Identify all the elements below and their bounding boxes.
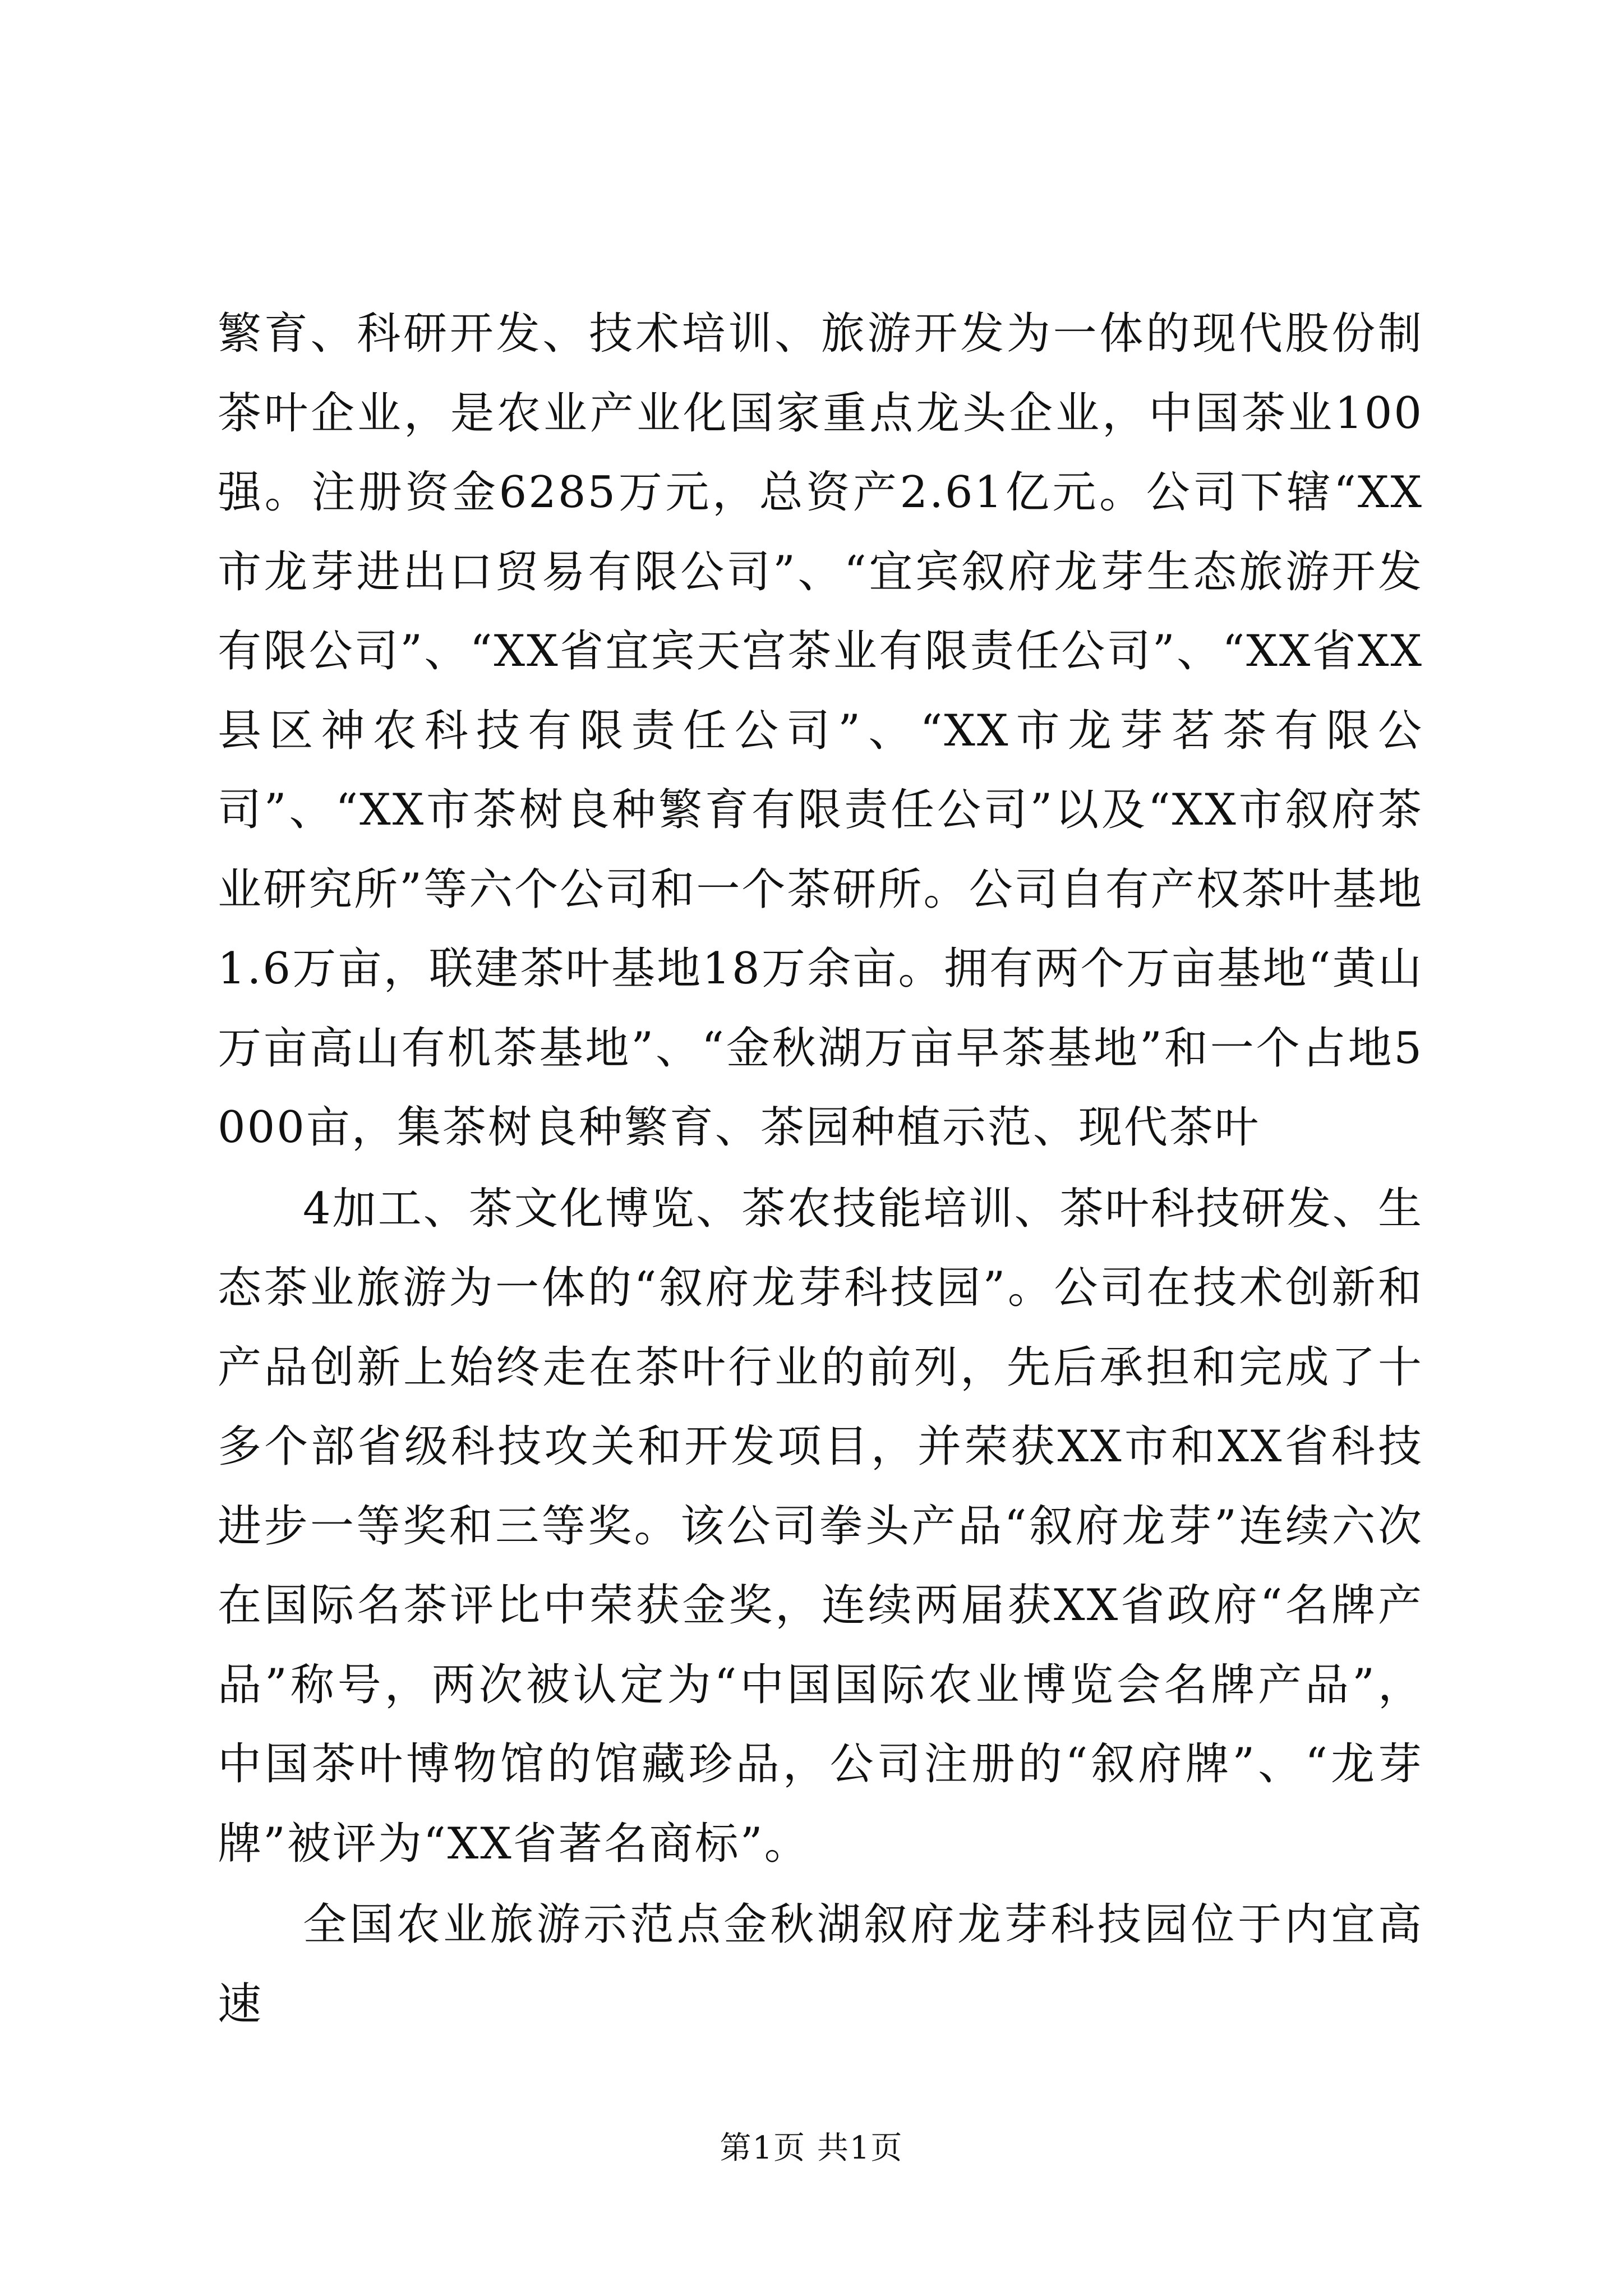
paragraph-2: 4加工、茶文化博览、茶农技能培训、茶叶科技研发、生态茶业旅游为一体的“叙府龙芽科技园”。公司在技术创新和产品创新上始终走在茶叶行业的前列，先后承担和完成了十多个部省级科技攻关和开发项目，并荣获XX市和XX省科技进步一等奖和三等奖。该公司拳头产品“叙府龙芽”连续六次在国际名茶评比中荣获金奖，连续两届获XX省政府“名牌产品”称号，两次被认定为“中国国际农业博览会名牌产品”，中国茶叶博物馆的馆藏珍品，公司注册的“叙府牌”、“龙芽牌”被评为“XX省著名商标”。 [218, 1183, 1423, 1869]
paragraph-3: 全国农业旅游示范点金秋湖叙府龙芽科技园位于内宜高速 [218, 1899, 1423, 2030]
paragraph-1: 繁育、科研开发、技术培训、旅游开发为一体的现代股份制茶叶企业，是农业产业化国家重点龙头企业，中国茶业100强。注册资金6285万元，总资产2.61亿元。公司下辖“XX市龙芽进出口贸易有限公司”、“宜宾叙府龙芽生态旅游开发有限公司”、“XX省宜宾天宫茶业有限责任公司”、“XX省XX县区神农科技有限责任公司”、“XX市龙芽茗茶有限公司”、“XX市茶树良种繁育有限责任公司”以及“XX市叙府茶业研究所”等六个公司和一个茶研所。公司自有产权茶叶基地1.6万亩，联建茶叶基地18万余亩。拥有两个万亩基地“黄山万亩高山有机茶基地”、“金秋湖万亩早茶基地”和一个占地5000亩，集茶树良种繁育、茶园种植示范、现代茶叶 [218, 309, 1423, 1153]
document-body [218, 295, 1423, 2044]
page-footer: 第1页 共1页 [720, 2130, 903, 2166]
